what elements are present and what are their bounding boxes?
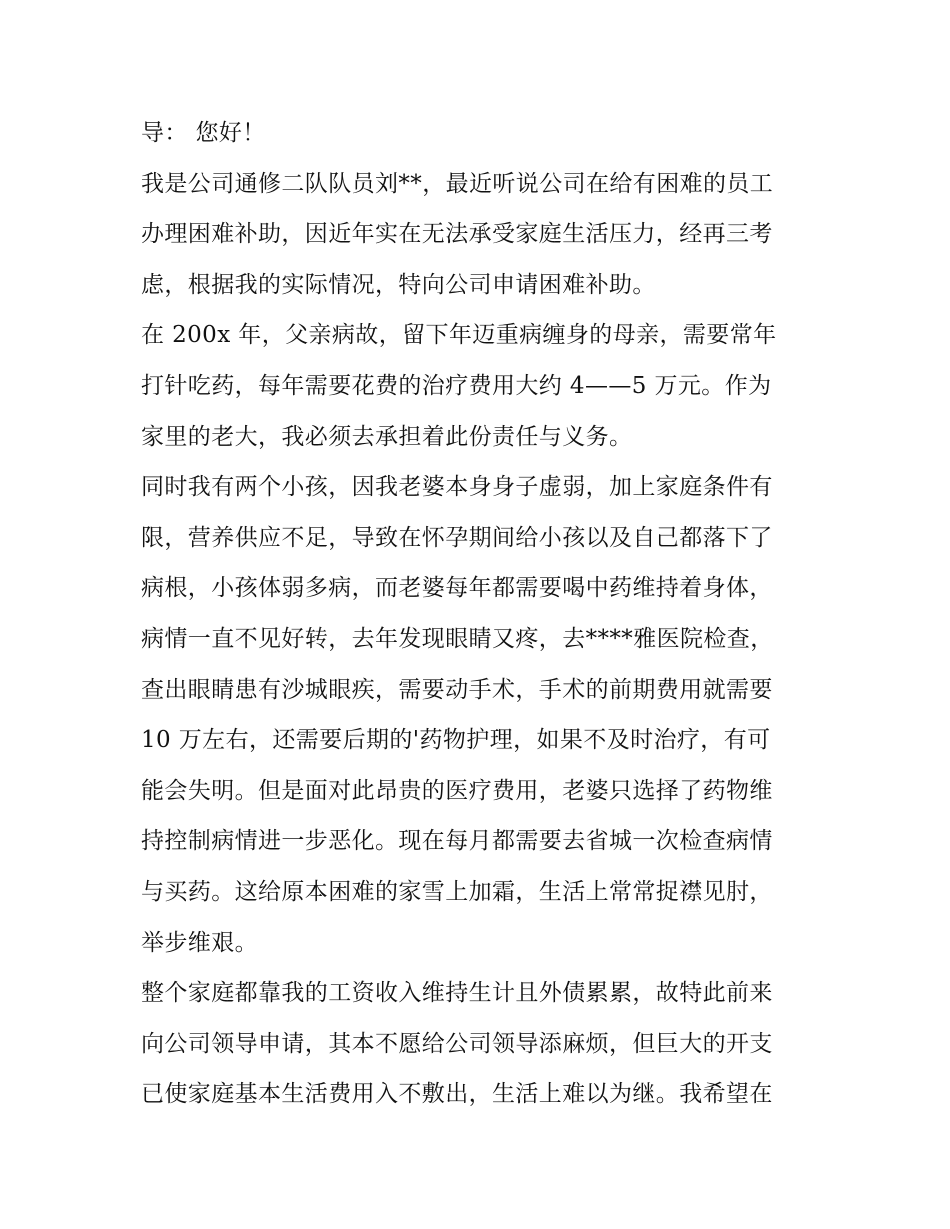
text-line: 举步维艰。 bbox=[141, 929, 258, 956]
text-line: 我是公司通修二队队员刘**，最近听说公司在给有困难的员工 bbox=[141, 170, 774, 197]
text-line: 整个家庭都靠我的工资收入维持生计且外债累累，故特此前来 bbox=[141, 980, 773, 1007]
text-line: 同时我有两个小孩，因我老婆本身身子虚弱，加上家庭条件有 bbox=[141, 474, 773, 501]
text-line: 能会失明。但是面对此昂贵的医疗费用，老婆只选择了药物维 bbox=[141, 777, 773, 804]
text-line-salutation: 导： 您好！ bbox=[141, 120, 266, 146]
text-line: 在 200x 年，父亲病故，留下年迈重病缠身的母亲，需要常年 bbox=[141, 322, 777, 349]
text-line: 与买药。这给原本困难的家雪上加霜，生活上常常捉襟见肘， bbox=[141, 878, 773, 905]
text-line: 向公司领导申请，其本不愿给公司领导添麻烦，但巨大的开支 bbox=[141, 1030, 773, 1057]
text-line: 查出眼睛患有沙城眼疾，需要动手术，手术的前期费用就需要 bbox=[141, 676, 773, 703]
text-line: 虑，根据我的实际情况，特向公司申请困难补助。 bbox=[141, 271, 656, 298]
text-line: 已使家庭基本生活费用入不敷出，生活上难以为继。我希望在 bbox=[141, 1081, 773, 1108]
text-line: 打针吃药，每年需要花费的治疗费用大约 4——5 万元。作为 bbox=[141, 372, 772, 399]
text-line: 病情一直不见好转，去年发现眼睛又疼，去****雅医院检查， bbox=[141, 625, 774, 652]
text-line: 办理困难补助，因近年实在无法承受家庭生活压力，经再三考 bbox=[141, 221, 773, 248]
text-line: 病根，小孩体弱多病，而老婆每年都需要喝中药维持着身体， bbox=[141, 575, 773, 602]
text-line: 限，营养供应不足，导致在怀孕期间给小孩以及自己都落下了 bbox=[141, 524, 773, 551]
text-line: 家里的老大，我必须去承担着此份责任与义务。 bbox=[141, 423, 633, 450]
text-line: 持控制病情进一步恶化。现在每月都需要去省城一次检查病情 bbox=[141, 828, 773, 855]
letter-body bbox=[141, 108, 821, 1120]
text-line: 10 万左右，还需要后期的'药物护理，如果不及时治疗，有可 bbox=[141, 727, 771, 754]
